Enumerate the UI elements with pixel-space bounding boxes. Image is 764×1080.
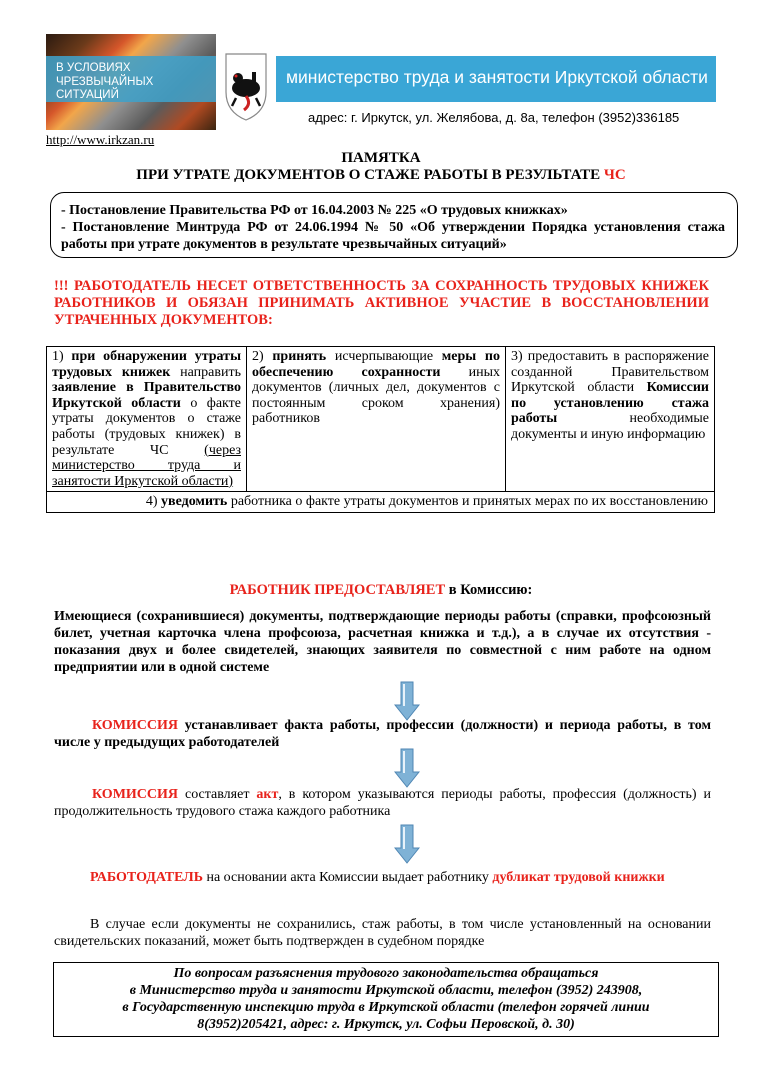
subtitle-red: ЧС <box>603 167 626 183</box>
step-3-text-a: 3) предоставить в распоряжение созданной Правительством Иркутской области <box>511 349 709 396</box>
legal-references-box <box>50 192 738 258</box>
ministry-name: министерство труда и занятости Иркутской области <box>286 67 708 87</box>
step-3-text-c: необходимые документы и иную информацию <box>511 411 709 442</box>
step-1-text-d: о факте утраты документов о стаже работы (трудовых книжек) в результате ЧС <box>52 395 242 458</box>
step-3-bold-b: Комиссии по установлению стажа работы <box>511 380 709 427</box>
step-2-num: 2) <box>252 349 273 364</box>
emergency-photo <box>46 34 216 130</box>
reference-1: - Постановление Правительства РФ от 16.04.2003 № 225 «О трудовых книжках» <box>61 203 568 218</box>
contacts-line-3: в Государственную инспекцию труда в Иркутской области (телефон горячей линии <box>122 1000 650 1015</box>
step-1-text-b: направить <box>170 364 241 380</box>
step-4-text: работника о факте утраты документов и принятых мерах по их восстановлению <box>227 494 708 510</box>
step-1-bold-a: при обнаружении утраты трудовых книжек <box>52 349 241 380</box>
step-1-num: 1) <box>52 349 72 364</box>
employee-heading <box>46 582 716 599</box>
step-2-cell <box>247 347 506 492</box>
ministry-address: адрес: г. Иркутск, ул. Желябова, д. 8а, телефон (3952)336185 <box>308 110 680 125</box>
contacts-line-1: По вопросам разъяснения трудового законодательства обращаться <box>173 966 599 981</box>
employer-red: РАБОТОДАТЕЛЬ <box>90 870 203 885</box>
step-2-bold-c: меры по обеспечению сохранности <box>252 349 500 380</box>
banner-line1: В УСЛОВИЯХ <box>56 62 131 74</box>
down-arrow-icon <box>394 681 420 721</box>
banner-line2: ЧРЕЗВЫЧАЙНЫХ СИТУАЦИЙ <box>56 76 154 101</box>
contacts-line-2: в Министерство труда и занятости Иркутской области, телефон (3952) 243908, <box>129 983 643 998</box>
step-1-bold-c: заявление в Правительство Иркутской области <box>52 380 241 411</box>
step-2-text-b: исчерпывающие <box>326 349 442 364</box>
down-arrow-icon <box>394 748 420 788</box>
commission-2-act: акт <box>256 787 279 802</box>
step-1-cell <box>47 347 247 492</box>
step-3-cell <box>506 347 715 492</box>
commission-1-red: КОМИССИЯ <box>92 718 179 733</box>
employer-a: на основании акта Комиссии выдает работнику <box>202 870 493 885</box>
employer-responsibility-warning: !!! РАБОТОДАТЕЛЬ НЕСЕТ ОТВЕТСТВЕННОСТЬ ЗА СОХРАННОСТЬ ТРУДОВЫХ КНИЖЕК РАБОТНИКОВ И ОБЯЗАН ПРИНИМАТЬ АКТИВНОЕ УЧАСТИЕ В ВОССТАНОВЛЕНИИ УТРАЧЕННЫХ ДОКУМЕНТОВ: <box>54 278 709 328</box>
reference-2: - Постановление Минтруда РФ от 24.06.1994 № 50 «Об утверждении Порядка установления стажа работы при утрате документов в результате чрезвычайных ситуаций» <box>61 220 725 252</box>
employee-heading-red: РАБОТНИК ПРЕДОСТАВЛЯЕТ <box>229 582 446 598</box>
website-link[interactable]: http://www.irkzan.ru <box>46 132 155 147</box>
step-4-num: 4) <box>145 494 162 510</box>
employee-heading-rest: в Комиссию: <box>445 582 533 598</box>
ministry-banner <box>276 56 716 102</box>
commission-2-red: КОМИССИЯ <box>92 787 179 802</box>
employee-documents-text: Имеющиеся (сохранившиеся) документы, подтверждающие периоды работы (справки, профсоюзный билет, учетная карточка члена профсоюза, расчетная книжка и т.д.), а в случае их отсутствия - показания двух и более свидетелей, знающих заявителя по совместной с ним работе на одном предприятии или в одной системе <box>54 609 711 675</box>
commission-establishes-text <box>54 717 711 751</box>
down-arrow-icon <box>394 824 420 864</box>
employer-duplicate: дубликат трудовой книжки <box>492 870 665 885</box>
commission-2-b: , в котором указываются периоды работы, профессия (должность) и продолжительность трудового стажа каждого работника <box>54 787 711 819</box>
step-2-bold-a: принять <box>272 349 327 364</box>
document-subtitle <box>46 167 716 184</box>
commission-2-a: составляет <box>178 787 257 802</box>
step-2-text-d: иных документов (личных дел, документов с постоянным сроком хранения) работников <box>252 364 500 427</box>
commission-act-text <box>54 786 711 820</box>
employer-duplicate-text <box>54 869 711 886</box>
step-1-underlined: (через министерство труда и занятости Иркутской области) <box>52 442 241 489</box>
step-4-cell <box>47 492 715 513</box>
court-note-text: В случае если документы не сохранились, стаж работы, в том числе установленный на основании свидетельских показаний, может быть подтвержден в судебном порядке <box>54 917 711 949</box>
document-title: ПАМЯТКА <box>341 150 421 166</box>
coat-of-arms-icon <box>216 34 276 130</box>
header-banner <box>46 34 716 130</box>
contacts-box <box>53 962 719 1037</box>
step-4-bold: уведомить <box>161 494 228 510</box>
commission-1-rest: устанавливает факта работы, профессии (должности) и периода работы, в том числе у предыдущих работодателей <box>54 718 711 750</box>
subtitle-main: ПРИ УТРАТЕ ДОКУМЕНТОВ О СТАЖЕ РАБОТЫ В РЕЗУЛЬТАТЕ <box>136 167 604 183</box>
employer-steps-table <box>46 346 715 513</box>
contacts-line-4: 8(3952)205421, адрес: г. Иркутск, ул. Софьи Перовской, д. 30) <box>197 1017 575 1032</box>
